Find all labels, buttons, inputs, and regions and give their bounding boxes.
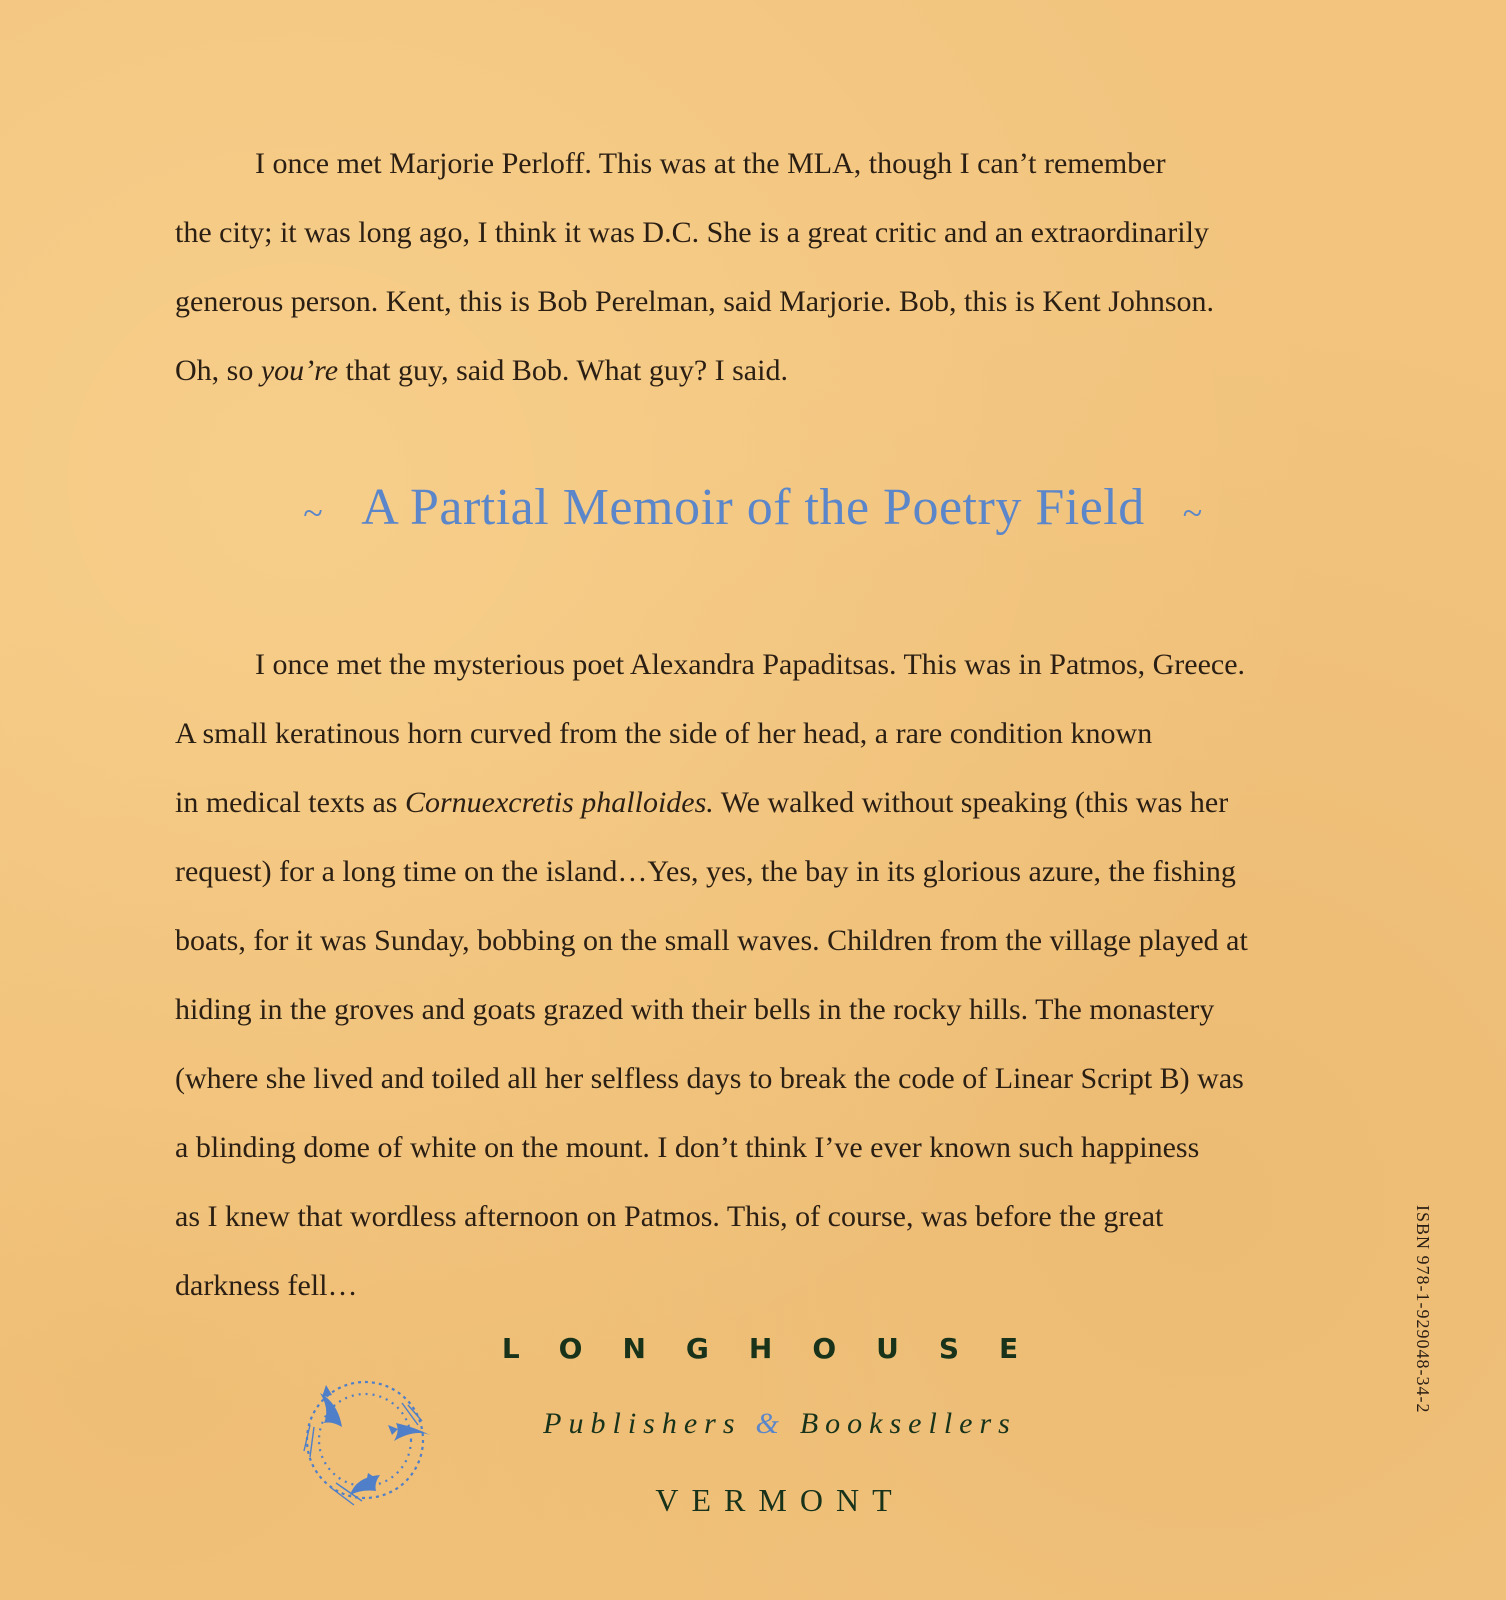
text-segment: that guy, said Bob. What guy? I said.	[338, 354, 788, 387]
section-title-text: A Partial Memoir of the Poetry Field	[361, 479, 1145, 536]
ampersand: &	[755, 1407, 786, 1440]
publisher-location: VERMONT	[655, 1482, 905, 1518]
paragraph-papaditsas	[175, 630, 1375, 1320]
text-line: request) for a long time on the island…Yes, yes, the bay in its glorious azure, the fishing	[175, 855, 1236, 888]
text-line: I once met the mysterious poet Alexandra Papaditsas. This was in Patmos, Greece.	[255, 648, 1246, 681]
text-line: (where she lived and toiled all her selfless days to break the code of Linear Script B) was	[175, 1062, 1244, 1095]
text-line: A small keratinous horn curved from the side of her head, a rare condition known	[175, 717, 1153, 750]
text-line: the city; it was long ago, I think it was D.C. She is a great critic and an extraordinarily	[175, 216, 1209, 249]
text-segment: in medical texts as	[175, 786, 405, 819]
text-segment: Oh, so	[175, 354, 261, 387]
text-line: a blinding dome of white on the mount. I don’t think I’ve ever known such happiness	[175, 1131, 1200, 1164]
text-line: boats, for it was Sunday, bobbing on the small waves. Children from the village played at	[175, 924, 1248, 957]
isbn-number: ISBN 978-1-929048-34-2	[1413, 1205, 1433, 1414]
text-line: I once met Marjorie Perloff. This was at the MLA, though I can’t remember	[255, 147, 1166, 180]
text-line-with-italic	[175, 768, 1375, 837]
publisher-name: LONGHOUSE	[501, 1332, 1059, 1365]
text-segment: We walked without speaking (this was her	[713, 786, 1229, 819]
swash-ornament-left-icon: ~	[303, 492, 324, 533]
section-title	[0, 478, 1506, 537]
text-line: generous person. Kent, this is Bob Perelman, said Marjorie. Bob, this is Kent Johnson.	[175, 285, 1215, 318]
text-line: darkness fell…	[175, 1269, 358, 1302]
tagline-booksellers: Booksellers	[799, 1407, 1017, 1440]
text-line: hiding in the groves and goats grazed with their bells in the rocky hills. The monastery	[175, 993, 1215, 1026]
text-line-with-italic	[175, 336, 1375, 405]
tagline-publishers: Publishers	[543, 1407, 742, 1440]
swash-ornament-right-icon: ~	[1182, 492, 1203, 533]
text-line: as I knew that wordless afternoon on Patmos. This, of course, was before the great	[175, 1200, 1164, 1233]
publisher-tagline	[400, 1407, 1160, 1441]
paragraph-perloff	[175, 129, 1375, 405]
italic-text: you’re	[260, 354, 339, 387]
italic-text: Cornuexcretis phalloides.	[404, 786, 714, 819]
